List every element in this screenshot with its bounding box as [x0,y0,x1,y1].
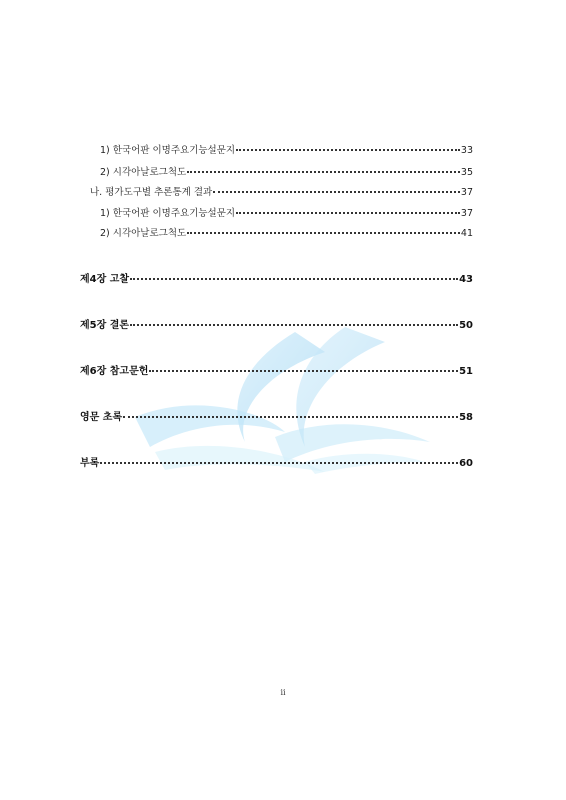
toc-entry-page: 37 [460,187,473,198]
toc-entry[interactable] [100,205,473,219]
toc-leader [213,191,460,193]
toc-chapter-page: 58 [459,412,473,423]
page-number: ii [280,688,286,697]
toc-chapter-label: 제4장 고찰 [80,274,130,285]
toc-entry-label: 1) 한국어판 이명주요기능설문지 [100,208,236,219]
toc-leader [187,171,460,173]
toc-leader [236,149,460,151]
toc-entry-page: 41 [460,228,473,239]
toc-chapter[interactable] [80,408,473,423]
toc-entry-page: 33 [460,145,473,156]
toc-entry-label: 2) 시각아날로그척도 [100,167,187,178]
toc-entry[interactable] [90,184,473,198]
toc-entry-label: 1) 한국어판 이명주요기능설문지 [100,145,236,156]
toc-chapter-page: 50 [459,320,473,331]
toc-entry-page: 37 [460,208,473,219]
toc-leader [187,232,460,234]
toc-entry-page: 35 [460,167,473,178]
toc-chapter-page: 43 [459,274,473,285]
toc-chapter-label: 영문 초록 [80,412,123,423]
toc-leader [149,370,458,372]
toc-leader [130,278,458,280]
toc-entry-label: 2) 시각아날로그척도 [100,228,187,239]
toc-chapter-page: 60 [459,458,473,469]
toc-leader [100,462,458,464]
toc-chapter[interactable] [80,362,473,377]
toc-chapter-label: 부록 [80,458,100,469]
toc-chapter[interactable] [80,270,473,285]
toc-leader [123,416,458,418]
toc-chapter[interactable] [80,316,473,331]
toc-chapter-label: 제6장 참고문헌 [80,366,149,377]
toc-entry-label: 나. 평가도구별 추론통계 결과 [90,187,213,198]
toc-leader [130,324,458,326]
toc-chapter-label: 제5장 결론 [80,320,130,331]
toc-entry[interactable] [100,164,473,178]
toc-entry[interactable] [100,225,473,239]
toc-entry[interactable] [100,142,473,156]
toc-chapter-page: 51 [459,366,473,377]
toc-leader [236,212,460,214]
toc-chapter[interactable] [80,454,473,469]
